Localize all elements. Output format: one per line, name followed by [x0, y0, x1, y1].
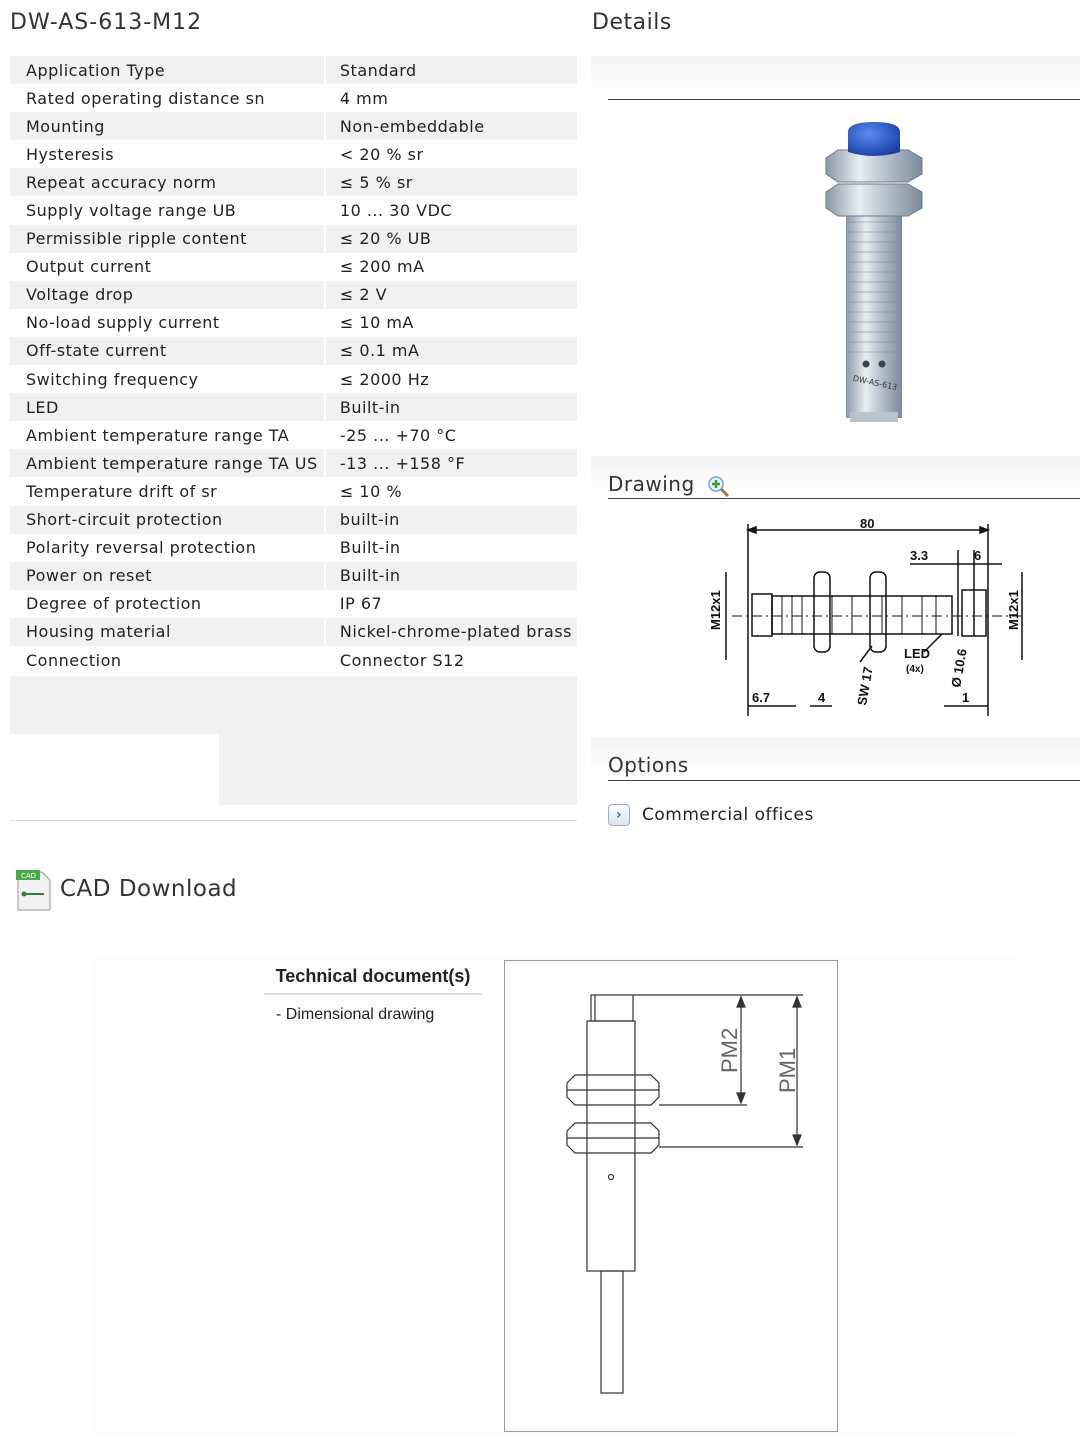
dim-length: 80: [860, 516, 875, 531]
product-image[interactable]: [808, 112, 938, 434]
spec-label: Connection: [26, 650, 122, 670]
options-rule: [608, 780, 1080, 781]
spec-label: LED: [10, 393, 325, 421]
spec-label: Permissible ripple content: [10, 225, 325, 253]
spec-row: [10, 140, 577, 168]
spec-label: Voltage drop: [10, 281, 325, 309]
spec-value: ≤ 20 % UB: [325, 225, 577, 253]
spec-row: [10, 449, 577, 477]
spec-label: Rated operating distance sn: [26, 88, 266, 108]
spec-row: [10, 309, 577, 337]
dim-d3: 6.7: [752, 690, 771, 705]
spec-row: [10, 365, 577, 393]
spec-label: No-load supply current: [26, 313, 220, 333]
spec-value: Nickel-chrome-plated brass: [325, 618, 577, 646]
spec-label: Power on reset: [10, 562, 325, 590]
spec-label: Mounting: [10, 112, 325, 140]
drawing-rule: [608, 498, 1080, 499]
dimensional-drawing-preview[interactable]: [504, 960, 838, 1432]
dim-d1: 3.3: [910, 548, 929, 563]
drawing-title: Drawing: [608, 472, 695, 496]
dim-dia: Ø 10.6: [948, 647, 970, 689]
spec-value: built-in: [325, 506, 577, 534]
spec-value: ≤ 10 %: [325, 477, 577, 505]
spec-label: Temperature drift of sr: [26, 481, 218, 501]
spec-label: Polarity reversal protection: [26, 538, 257, 558]
spec-value: Connector S12: [325, 646, 577, 674]
spec-label: Hysteresis: [26, 144, 115, 164]
spec-row: [10, 506, 577, 534]
details-title: Details: [592, 10, 672, 35]
spec-value: -25 ... +70 °C: [325, 421, 577, 449]
dim-sw: SW 17: [854, 665, 876, 707]
spec-row: [10, 618, 577, 646]
product-image-label: DW-AS-613: [851, 373, 898, 393]
technical-documents-heading: Technical document(s): [275, 966, 471, 986]
spec-label: Application Type: [10, 56, 325, 84]
spec-row: [10, 534, 577, 562]
spec-value: Non-embeddable: [325, 112, 577, 140]
spec-label: Off-state current: [10, 337, 325, 365]
spec-table-footer-2: [219, 733, 577, 805]
spec-row: [10, 196, 577, 224]
spec-label: Degree of protection: [26, 594, 202, 614]
magnifier-plus-icon[interactable]: [706, 474, 730, 498]
spec-value: IP 67: [325, 590, 577, 618]
dim-d5: 1: [962, 690, 970, 705]
spec-row: [10, 477, 577, 505]
spec-value: < 20 % sr: [325, 140, 577, 168]
spec-value: ≤ 2 V: [325, 281, 577, 309]
spec-label: Ambient temperature range TA US: [10, 449, 325, 477]
cad-icon-text: CAD: [21, 872, 37, 880]
details-band: [591, 56, 1080, 96]
spec-value: ≤ 2000 Hz: [325, 365, 577, 393]
dim-led-count: (4x): [906, 664, 924, 675]
pm2-label: PM2: [717, 1027, 742, 1073]
spec-row: [10, 337, 577, 365]
spec-value: -13 ... +158 °F: [325, 449, 577, 477]
spec-value: ≤ 10 mA: [325, 309, 577, 337]
technical-rule: [264, 993, 482, 995]
spec-value: 4 mm: [325, 84, 577, 112]
spec-label: Switching frequency: [26, 369, 199, 389]
spec-row: [10, 393, 577, 421]
pm1-label: PM1: [775, 1047, 800, 1093]
spec-row: [10, 253, 577, 281]
spec-value: ≤ 5 % sr: [325, 168, 577, 196]
dimensional-drawing-link[interactable]: - Dimensional drawing: [276, 1006, 435, 1023]
chevron-right-icon: ›: [608, 804, 630, 826]
dim-d4: 4: [818, 690, 826, 705]
spec-value: Built-in: [325, 534, 577, 562]
spec-label: Ambient temperature range TA: [26, 425, 290, 445]
spec-value: ≤ 0.1 mA: [325, 337, 577, 365]
divider: [10, 820, 577, 821]
spec-row: [10, 168, 577, 196]
spec-row: [10, 112, 577, 140]
spec-label: Short-circuit protection: [10, 506, 325, 534]
spec-row: [10, 562, 577, 590]
spec-value: 10 ... 30 VDC: [325, 196, 577, 224]
spec-label: Housing material: [10, 618, 325, 646]
spec-row: [10, 56, 577, 84]
spec-table-footer: [10, 676, 577, 734]
spec-label: Repeat accuracy norm: [10, 168, 325, 196]
spec-row: [10, 646, 577, 674]
options-title: Options: [608, 753, 689, 777]
dimension-drawing[interactable]: [708, 516, 1034, 722]
dim-thread-right: M12x1: [1006, 590, 1021, 630]
dim-thread-left: M12x1: [708, 590, 723, 630]
details-rule: [608, 99, 1080, 100]
spec-value: Standard: [325, 56, 577, 84]
spec-value: Built-in: [325, 562, 577, 590]
option-commercial-offices[interactable]: [608, 804, 814, 826]
spec-row: [10, 281, 577, 309]
spec-row: [10, 590, 577, 618]
spec-row: [10, 225, 577, 253]
spec-value: Built-in: [325, 393, 577, 421]
spec-value: ≤ 200 mA: [325, 253, 577, 281]
spec-label: Supply voltage range UB: [26, 201, 237, 221]
dim-d2: 6: [974, 548, 982, 563]
spec-table: [10, 56, 577, 674]
spec-row: [10, 84, 577, 112]
product-title: DW-AS-613-M12: [10, 10, 203, 35]
option-label: Commercial offices: [642, 805, 814, 825]
spec-row: [10, 421, 577, 449]
dim-led: LED: [904, 646, 930, 661]
cad-download-title[interactable]: CAD Download: [60, 876, 238, 902]
spec-label: Output current: [26, 257, 152, 277]
cad-file-icon[interactable]: [14, 868, 54, 912]
